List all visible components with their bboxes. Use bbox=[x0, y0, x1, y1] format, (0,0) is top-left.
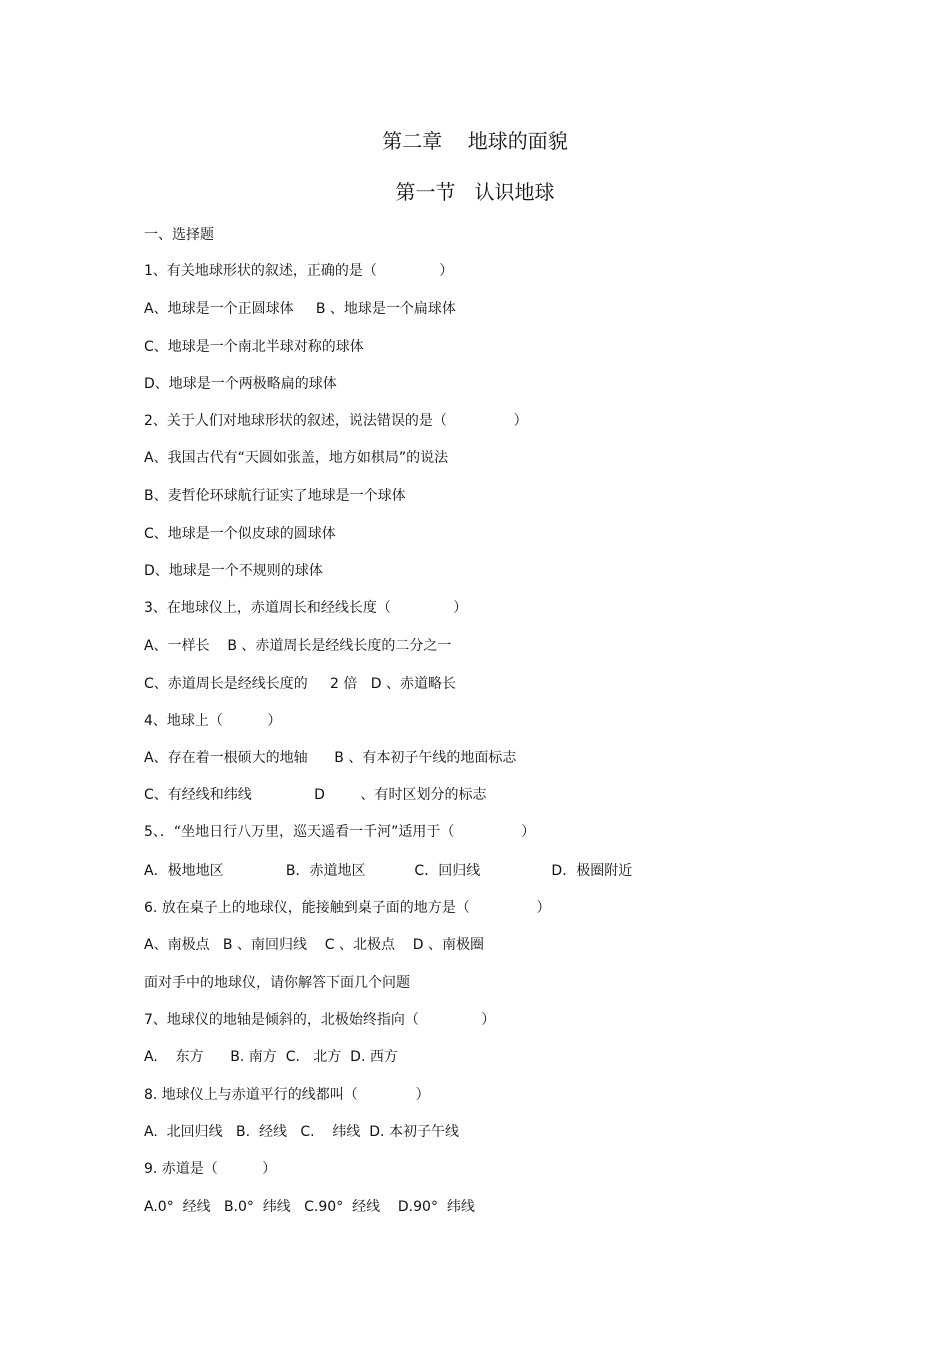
chapter-title: 第二章 地球的面貌 bbox=[382, 129, 568, 153]
question-6: 6. 放在桌子上的地球仪，能接触到桌子面的地方是（ ） bbox=[144, 900, 551, 916]
question-3-options-cd: C、赤道周长是经线长度的 2 倍 D 、赤道略长 bbox=[144, 676, 456, 692]
question-7-options: A. 东方 B. 南方 C. 北方 D. 西方 bbox=[144, 1049, 398, 1065]
question-1-options-ab: A、地球是一个正圆球体 B 、地球是一个扁球体 bbox=[144, 301, 456, 317]
question-4-options-ab: A、存在着一根硕大的地轴 B 、有本初子午线的地面标志 bbox=[144, 750, 517, 766]
question-3-options-ab: A、一样长 B 、赤道周长是经线长度的二分之一 bbox=[144, 638, 452, 654]
question-1-option-d: D、地球是一个两极略扁的球体 bbox=[144, 376, 337, 392]
question-2-option-a: A、我国古代有“天圆如张盖，地方如棋局”的说法 bbox=[144, 450, 449, 466]
question-8: 8. 地球仪上与赤道平行的线都叫（ ） bbox=[144, 1087, 430, 1103]
question-5-options: A．极地地区 B．赤道地区 C．回归线 D．极圈附近 bbox=[144, 863, 633, 879]
question-4: 4、地球上（ ） bbox=[144, 713, 282, 729]
question-8-options: A. 北回归线 B. 经线 C. 纬线 D. 本初子午线 bbox=[144, 1124, 459, 1140]
question-9-options: A.0° 经线 B.0° 纬线 C.90° 经线 D.90° 纬线 bbox=[144, 1199, 475, 1215]
question-3: 3、在地球仪上，赤道周长和经线长度（ ） bbox=[144, 600, 468, 616]
question-1-option-c: C、地球是一个南北半球对称的球体 bbox=[144, 339, 364, 355]
question-9: 9. 赤道是（ ） bbox=[144, 1161, 277, 1177]
question-2: 2、关于人们对地球形状的叙述，说法错误的是（ ） bbox=[144, 413, 528, 429]
question-2-option-c: C、地球是一个似皮球的圆球体 bbox=[144, 526, 336, 542]
section-title: 第一节 认识地球 bbox=[395, 180, 555, 204]
globe-intro: 面对手中的地球仪，请你解答下面几个问题 bbox=[144, 975, 410, 991]
question-4-options-cd: C、有经线和纬线 D 、有时区划分的标志 bbox=[144, 787, 487, 803]
question-5: 5、．“坐地日行八万里，巡天遥看一千河”适用于（ ） bbox=[144, 824, 536, 840]
question-7: 7、地球仪的地轴是倾斜的，北极始终指向（ ） bbox=[144, 1012, 496, 1028]
section-heading: 一、选择题 bbox=[144, 227, 214, 243]
question-2-option-d: D、地球是一个不规则的球体 bbox=[144, 563, 323, 579]
question-6-options: A、南极点 B 、南回归线 C 、北极点 D 、南极圈 bbox=[144, 937, 485, 953]
question-2-option-b: B、麦哲伦环球航行证实了地球是一个球体 bbox=[144, 488, 406, 504]
question-1: 1、有关地球形状的叙述，正确的是（ ） bbox=[144, 263, 454, 279]
